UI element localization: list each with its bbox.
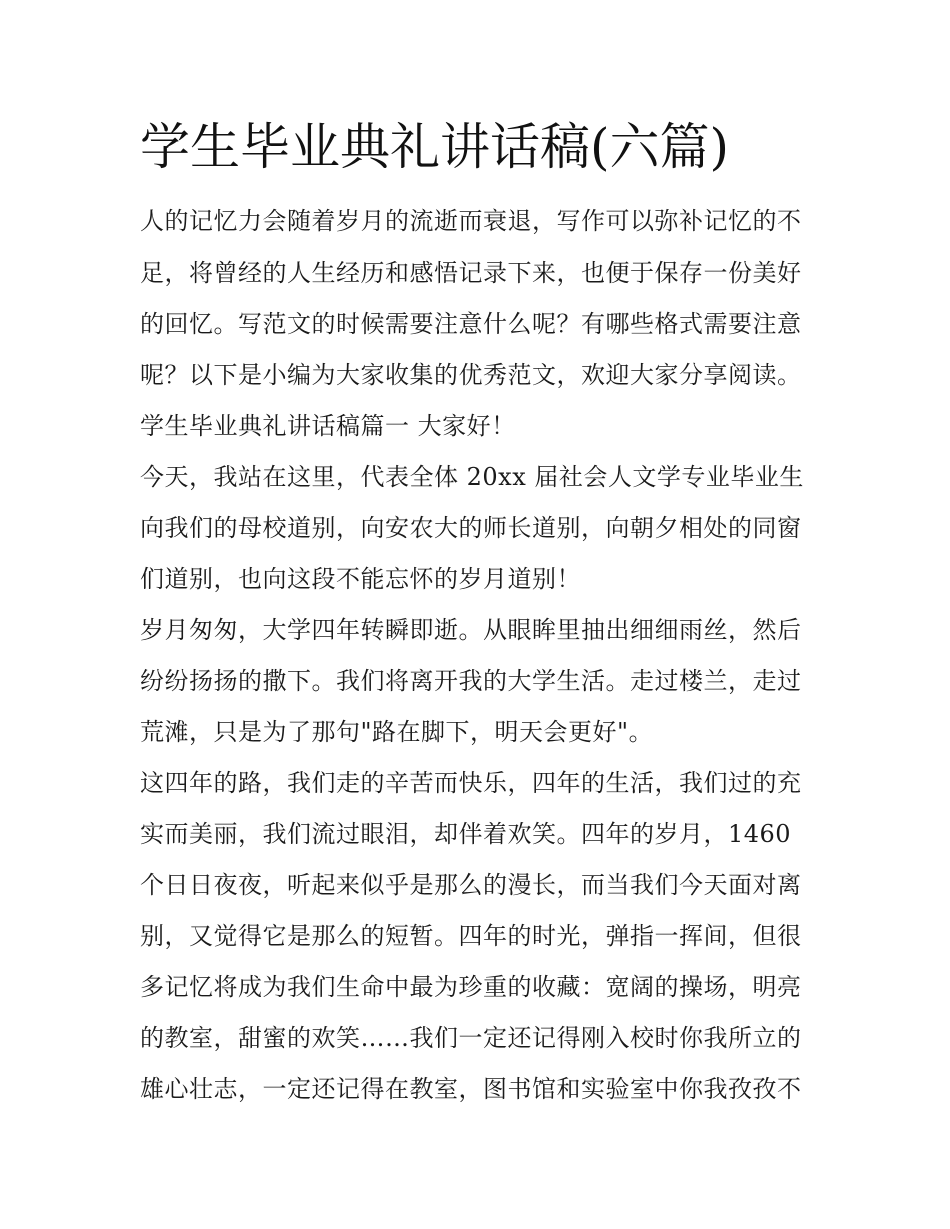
paragraph-line: 实而美丽，我们流过眼泪，却伴着欢笑。四年的岁月，1460 [140, 820, 792, 848]
paragraph-line: 雄心壮志，一定还记得在教室，图书馆和实验室中你我孜孜不 [140, 1075, 802, 1103]
paragraph-line: 呢？以下是小编为大家收集的优秀范文，欢迎大家分享阅读。 [140, 361, 802, 389]
paragraph-line: 的回忆。写范文的时候需要注意什么呢？有哪些格式需要注意 [140, 310, 802, 338]
paragraph-line: 个日日夜夜，听起来似乎是那么的漫长，而当我们今天面对离 [140, 871, 802, 899]
paragraph-line: 人的记忆力会随着岁月的流逝而衰退，写作可以弥补记忆的不 [140, 207, 802, 235]
paragraph-line: 今天，我站在这里，代表全体 20xx 届社会人文学专业毕业生 [140, 463, 804, 491]
paragraph-line: 荒滩，只是为了那句"路在脚下，明天会更好"。 [140, 718, 654, 746]
paragraph-line: 纷纷扬扬的撒下。我们将离开我的大学生活。走过楼兰，走过 [140, 667, 802, 695]
paragraph-line: 这四年的路，我们走的辛苦而快乐，四年的生活，我们过的充 [140, 769, 802, 797]
paragraph-line: 的教室，甜蜜的欢笑……我们一定还记得刚入校时你我所立的 [140, 1024, 802, 1052]
paragraph-line: 们道别，也向这段不能忘怀的岁月道别！ [140, 565, 581, 593]
paragraph-line: 向我们的母校道别，向安农大的师长道别，向朝夕相处的同窗 [140, 514, 802, 542]
document-title: 学生毕业典礼讲话稿(六篇) [140, 118, 730, 176]
paragraph-line: 学生毕业典礼讲话稿篇一 大家好！ [140, 412, 516, 440]
paragraph-line: 多记忆将成为我们生命中最为珍重的收藏：宽阔的操场，明亮 [140, 973, 802, 1001]
paragraph-line: 岁月匆匆，大学四年转瞬即逝。从眼眸里抽出细细雨丝，然后 [140, 616, 802, 644]
paragraph-line: 足，将曾经的人生经历和感悟记录下来，也便于保存一份美好 [140, 259, 802, 287]
paragraph-line: 别，又觉得它是那么的短暂。四年的时光，弹指一挥间，但很 [140, 922, 802, 950]
